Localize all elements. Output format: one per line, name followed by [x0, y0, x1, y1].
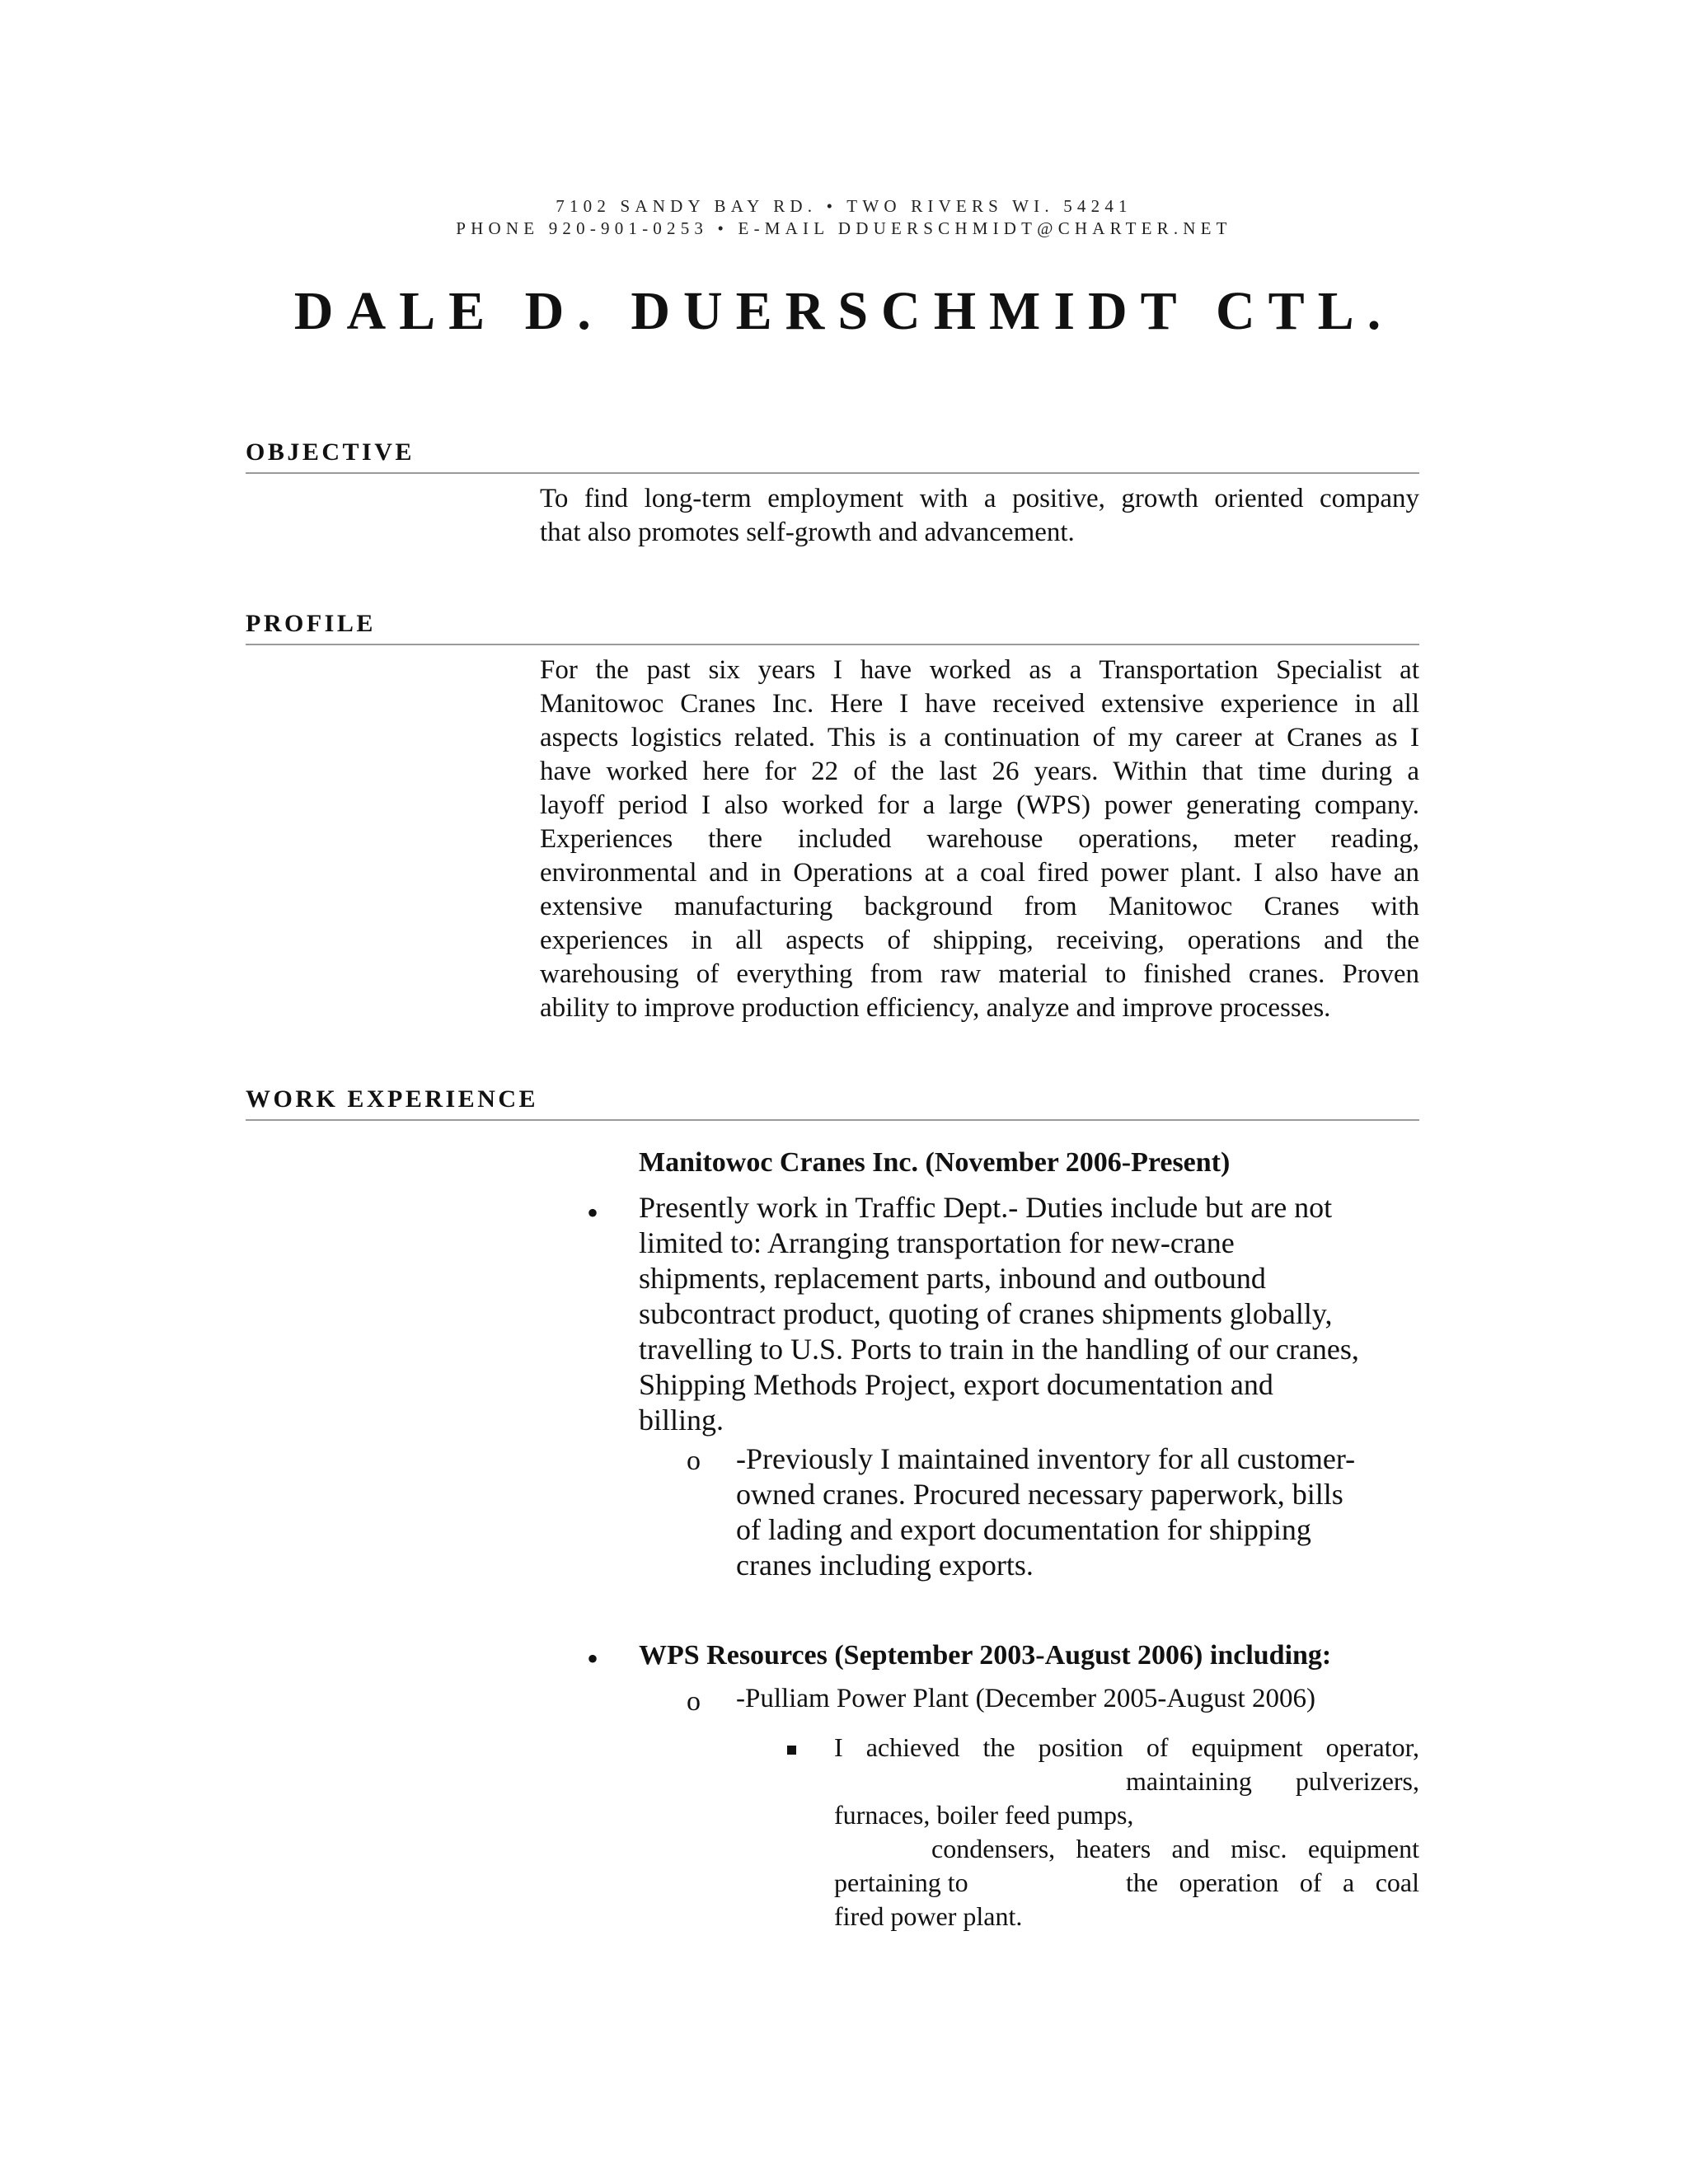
profile-line: layoff period I also worked for a large (WPS) power generating company. [540, 790, 1419, 820]
work-experience-divider [246, 1119, 1419, 1121]
job2-detail-line: furnaces, boiler feed pumps, [834, 1800, 1134, 1830]
job1-duty-line: billing. [639, 1404, 724, 1436]
profile-text [540, 654, 1419, 1025]
job1-previous-duties [736, 1441, 1355, 1583]
job2-bullet: • [587, 1640, 599, 1677]
job1-sub-line: owned cranes. Procured necessary paperwork, bills [736, 1478, 1343, 1511]
objective-line: that also promotes self-growth and advancement. [540, 518, 1075, 547]
profile-divider [246, 644, 1419, 645]
job2-detail-marker [787, 1746, 796, 1755]
job1-sub-line: -Previously I maintained inventory for all customer- [736, 1442, 1356, 1475]
job1-sub-line: of lading and export documentation for shipping [736, 1513, 1311, 1546]
job1-duties [639, 1190, 1359, 1438]
job1-duty-line: subcontract product, quoting of cranes shipments globally, [639, 1297, 1333, 1330]
profile-line: warehousing of everything from raw material to finished cranes. Proven [540, 959, 1419, 989]
job2-detail-line: the operation of a coal [1126, 1868, 1419, 1897]
resume-name: DALE D. DUERSCHMIDT CTL. [293, 281, 1395, 341]
job2-detail-line: pertaining to [834, 1868, 968, 1897]
profile-line: experiences in all aspects of shipping, receiving, operations and the [540, 926, 1419, 955]
job2-detail-line: fired power plant. [834, 1901, 1023, 1931]
objective-text [540, 482, 1419, 550]
job2-plant-title: -Pulliam Power Plant (December 2005-August 2006) [736, 1684, 1315, 1713]
profile-line: extensive manufacturing background from Manitowoc Cranes with [540, 892, 1419, 921]
job1-sub-line: cranes including exports. [736, 1549, 1034, 1582]
profile-line: environmental and in Operations at a coal fired power plant. I also have an [540, 858, 1419, 888]
profile-line: Manitowoc Cranes Inc. Here I have received extensive experience in all [540, 689, 1419, 719]
objective-divider [246, 472, 1419, 474]
job1-duty-line: shipments, replacement parts, inbound and outbound [639, 1262, 1266, 1295]
objective-heading: OBJECTIVE [246, 438, 415, 466]
job1-duty-line: limited to: Arranging transportation for new-crane [639, 1226, 1235, 1259]
contact-address: 7102 SANDY BAY RD. • TWO RIVERS WI. 54241 [556, 196, 1132, 216]
job1-duty-line: Presently work in Traffic Dept.- Duties include but are not [639, 1191, 1333, 1224]
profile-line: Experiences there included warehouse operations, meter reading, [540, 824, 1419, 854]
job1-duty-line: travelling to U.S. Ports to train in the handling of our cranes, [639, 1333, 1359, 1366]
job2-detail-line: I achieved the position of equipment operator, [834, 1732, 1419, 1762]
job1-company: Manitowoc Cranes Inc. (November 2006-Present) [639, 1147, 1231, 1178]
profile-line: ability to improve production efficiency, analyze and improve processes. [540, 993, 1331, 1023]
job2-detail-line: maintaining pulverizers, [1126, 1766, 1419, 1796]
profile-line: have worked here for 22 of the last 26 years. Within that time during a [540, 757, 1419, 786]
profile-heading: PROFILE [246, 610, 376, 637]
job1-bullet: • [587, 1194, 599, 1231]
job2-company: WPS Resources (September 2003-August 2006) including: [639, 1640, 1332, 1671]
contact-phone-email: PHONE 920-901-0253 • E-MAIL DDUERSCHMIDT@CHARTER.NET [456, 218, 1232, 238]
job1-duty-line: Shipping Methods Project, export documentation and [639, 1368, 1273, 1401]
profile-line: For the past six years I have worked as a Transportation Specialist at [540, 655, 1419, 685]
objective-line: To find long-term employment with a positive, growth oriented company [540, 484, 1419, 513]
work-experience-heading: WORK EXPERIENCE [246, 1085, 539, 1113]
job2-sub-marker: o [687, 1686, 701, 1717]
job2-detail-line: condensers, heaters and misc. equipment [931, 1834, 1419, 1863]
profile-line: aspects logistics related. This is a continuation of my career at Cranes as I [540, 723, 1419, 752]
job1-sub-marker: o [687, 1446, 701, 1476]
